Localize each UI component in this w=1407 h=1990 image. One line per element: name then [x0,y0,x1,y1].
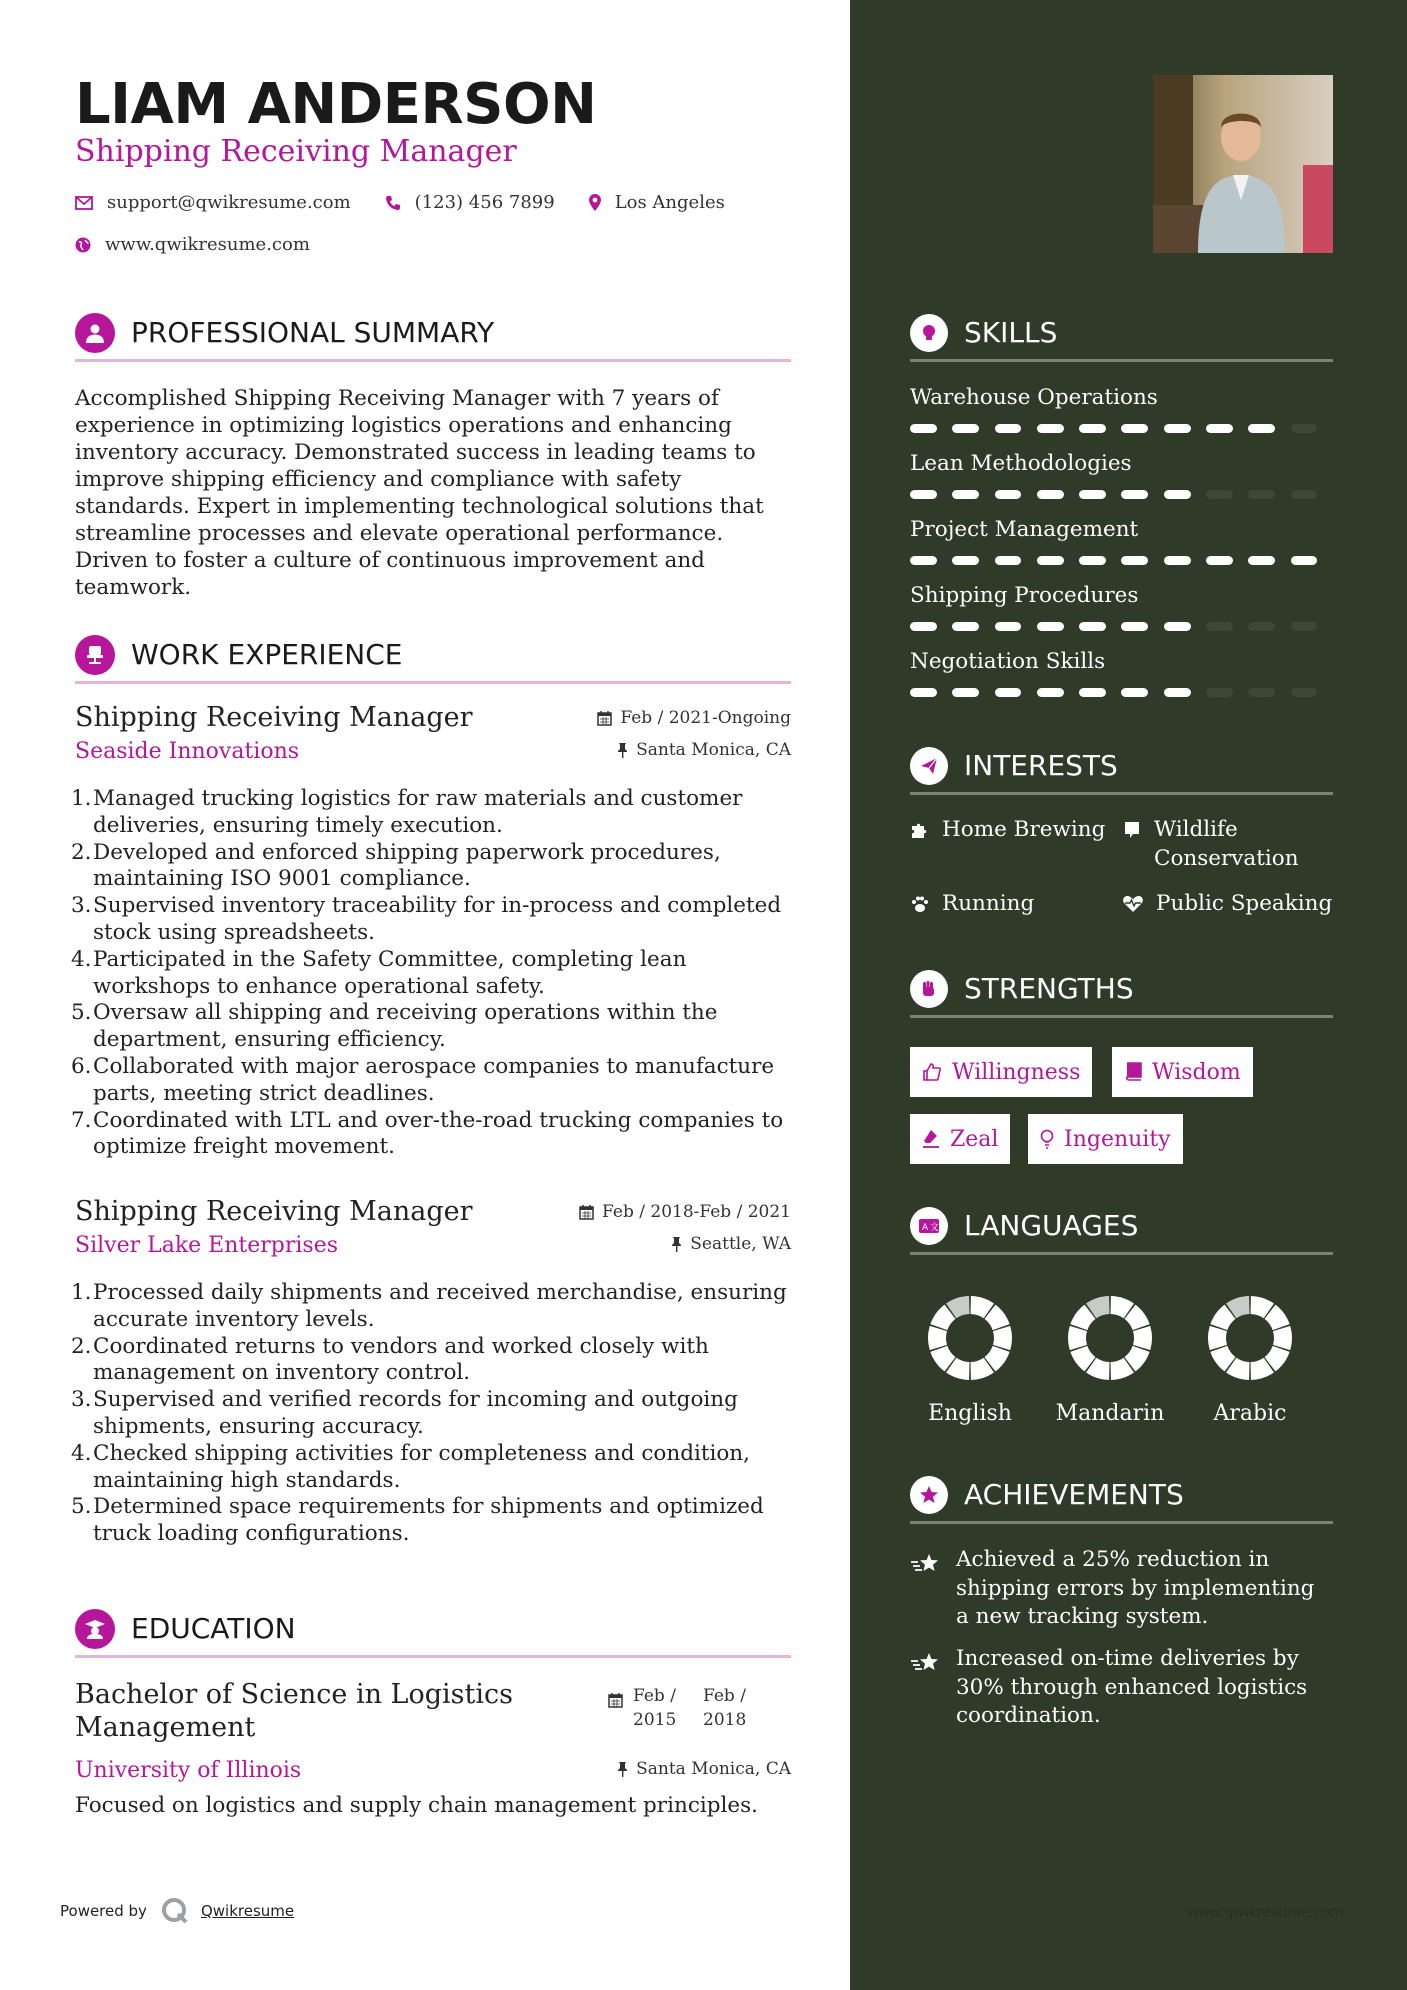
skill-level-bar [910,424,1333,433]
svg-text:文: 文 [930,1222,940,1233]
contact-row-2 [75,234,344,255]
skill-level-bar [910,688,1333,697]
contact-row [75,192,759,213]
heartbeat-icon [1122,894,1144,914]
skill-dash [1248,688,1275,697]
job-entry [71,702,791,1161]
language-item [910,1293,1030,1426]
skill-dash [910,490,937,499]
education-title: EDUCATION [131,1612,296,1645]
language-ring-segment [1282,1328,1283,1347]
language-ring-segment [951,1305,969,1311]
job-bullets [71,786,791,1161]
strength-label: Willingness [952,1059,1081,1085]
language-ring-segment [1079,1312,1090,1327]
email-text: support@qwikresume.com [107,192,351,213]
skill-dash [910,424,937,433]
thumbs-up-icon [922,1062,942,1082]
skill-dash [1291,490,1318,499]
calendar-icon [608,1692,623,1708]
skill-dash [1079,622,1106,631]
skills-title: SKILLS [964,316,1058,349]
job-dates-text: Feb / 2018-Feb / 2021 [602,1202,791,1222]
language-ring-segment [1219,1312,1230,1327]
bullet-text: Supervised and verified records for incoming and outgoing shipments, ensuring accuracy. [93,1387,738,1439]
bullet-text: Participated in the Safety Committee, completing lean workshops to enhance operational safety. [93,946,687,999]
skill-dash [1248,490,1275,499]
language-ring-segment [1077,1328,1078,1347]
phone-text: (123) 456 7899 [414,192,555,213]
skill-dash [1164,556,1191,565]
bullet-text: Oversaw all shipping and receiving operations within the department, ensuring efficiency. [93,1000,718,1053]
interest-label: Wildlife Conservation [1154,817,1299,871]
list-item: 1. Processed daily shipments and received merchandise, ensuring accurate inventory levels. [71,1280,787,1332]
work-heading [75,634,791,684]
achievements-title: ACHIEVEMENTS [964,1478,1184,1511]
list-item: 7. Coordinated with LTL and over-the-road trucking companies to optimize freight movement. [71,1107,784,1160]
pushpin-icon [617,1761,628,1777]
map-pin-icon [589,194,601,211]
skill-dash [1079,556,1106,565]
monument-icon [1122,820,1142,840]
graduate-icon [75,1609,115,1649]
language-ring-segment [1130,1312,1141,1327]
list-item: 6. Collaborated with major aerospace companies to manufacture parts, meeting strict deadlines. [71,1053,775,1106]
bullet-text: Supervised inventory traceability for in-process and completed stock using spreadsheets. [93,893,782,945]
company-name: Seaside Innovations [75,739,300,764]
skill-dash [1291,622,1318,631]
contact-phone[interactable] [385,192,555,213]
interest-item [910,815,1110,844]
eraser-icon [922,1129,940,1149]
book-icon [1124,1062,1142,1082]
skill-dash [995,490,1022,499]
job-bullets [71,1280,791,1548]
skill-label: Negotiation Skills [910,649,1106,674]
skill-item [910,649,1333,697]
education-description: Focused on logistics and supply chain management principles. [75,1793,758,1818]
education-dates [608,1684,763,1732]
interests-title: INTERESTS [964,749,1118,782]
language-ring-segment [990,1349,1001,1364]
globe-icon [75,237,91,253]
skill-dash [910,622,937,631]
list-item: 2. Coordinated returns to vendors and worked closely with management on inventory control. [71,1333,709,1386]
skill-level-bar [910,556,1333,565]
skill-item [910,451,1333,499]
language-ring-segment [1251,1365,1269,1371]
language-ring-segment [1002,1328,1003,1347]
bullet-text: Coordinated with LTL and over-the-road trucking companies to optimize freight movement. [93,1107,784,1160]
phone-icon [385,195,401,211]
language-name: English [928,1401,1012,1426]
language-item [1050,1293,1170,1426]
skill-dash [1164,622,1191,631]
skill-item [910,583,1333,631]
job-location-text: Seattle, WA [690,1234,791,1254]
job-location-text: Santa Monica, CA [636,740,791,760]
envelope-icon [75,196,93,210]
language-name: Mandarin [1055,1401,1165,1426]
degree-title: Bachelor of Science in Logistics Management [75,1679,513,1743]
language-ring-segment [1091,1365,1109,1371]
language-ring-segment [1251,1305,1269,1311]
language-ring-segment [1231,1365,1249,1371]
list-item: 3. Supervised and verified records for incoming and outgoing shipments, ensuring accuracy. [71,1387,738,1439]
list-item: 4. Participated in the Safety Committee, completing lean workshops to enhance operational safety. [71,946,687,999]
fist-icon [910,970,948,1008]
star-icon [910,1476,948,1514]
list-item: 5. Oversaw all shipping and receiving operations within the department, ensuring efficiency. [71,1000,718,1053]
skill-dash [1164,490,1191,499]
skill-label: Lean Methodologies [910,451,1132,476]
language-level-ring [1065,1293,1155,1383]
list-item: 2. Developed and enforced shipping paperwork procedures, maintaining ISO 9001 compliance. [71,839,721,892]
skill-dash [995,622,1022,631]
skill-dash [1248,622,1275,631]
skill-dash [1291,424,1318,433]
watermark: www.qwikresume.com [1187,1905,1344,1921]
strengths-heading [910,968,1333,1018]
summary-heading [75,312,791,362]
list-item: 4. Checked shipping activities for completeness and condition, maintaining high standards. [71,1440,750,1493]
strength-label: Wisdom [1152,1059,1241,1085]
skill-dash [1037,622,1064,631]
summary-text: Accomplished Shipping Receiving Manager with 7 years of experience in optimizing logistics operations and enhancing inventory accuracy. Demonstrated success in leading teams to improve shipping efficiency and compliance with safety standards. Expert in implementing technological solutions that streamline processes and elevate operational performance. Driven to foster a culture of continuous improvement and teamwork. [75,386,764,600]
language-ring-segment [971,1365,989,1371]
strength-badge [1112,1047,1253,1097]
paw-icon [910,894,930,914]
office-chair-icon [75,635,115,675]
job-entry [71,1196,791,1548]
brand-link[interactable]: Qwikresume [200,1902,295,1920]
bullet-text: Developed and enforced shipping paperwork procedures, maintaining ISO 9001 compliance. [93,839,721,892]
contact-location [589,192,725,213]
language-ring-segment [939,1312,950,1327]
skill-dash [1164,688,1191,697]
bullet-text: Managed trucking logistics for raw materials and customer deliveries, ensuring timely execution. [93,786,743,838]
candidate-name: LIAM ANDERSON [75,72,597,137]
language-ring-segment [1091,1305,1109,1311]
interest-label: Running [942,891,1035,916]
interests-heading [910,745,1333,795]
skill-dash [1079,490,1106,499]
language-ring-segment [1219,1349,1230,1364]
list-item: 3. Supervised inventory traceability for in-process and completed stock using spreadsheets. [71,893,782,945]
summary-title: PROFESSIONAL SUMMARY [131,316,495,349]
language-level-ring [925,1293,1015,1383]
job-dates-text: Feb / 2021-Ongoing [620,708,791,728]
pushpin-icon [671,1236,682,1252]
powered-by [60,1897,294,1925]
education-start: Feb / 2015 [633,1686,677,1730]
language-ring-segment [1270,1349,1281,1364]
skill-item [910,517,1333,565]
bullet-text: Collaborated with major aerospace companies to manufacture parts, meeting strict deadlines. [93,1053,775,1106]
interest-item [1122,889,1342,918]
language-ring-segment [939,1349,950,1364]
skill-dash [1037,424,1064,433]
skill-dash [1248,424,1275,433]
language-ring-segment [971,1305,989,1311]
skill-dash [1121,556,1148,565]
skill-dash [1037,556,1064,565]
interest-label: Home Brewing [942,817,1106,842]
skill-dash [1121,490,1148,499]
skill-label: Shipping Procedures [910,583,1139,608]
company-name: Silver Lake Enterprises [75,1233,339,1258]
job-location [617,740,791,760]
skill-label: Project Management [910,517,1139,542]
skill-dash [1206,688,1233,697]
skill-item [910,385,1333,433]
skill-dash [1206,622,1233,631]
skill-dash [1248,556,1275,565]
calendar-icon [597,710,612,726]
lightbulb-icon [910,314,948,352]
skill-dash [995,688,1022,697]
job-location [671,1234,791,1254]
language-ring-segment [951,1365,969,1371]
skill-dash [952,424,979,433]
strength-label: Zeal [950,1126,999,1152]
contact-website[interactable] [75,234,310,255]
job-title: Shipping Receiving Manager [75,1196,473,1227]
job-title: Shipping Receiving Manager [75,702,473,733]
bullet-text: Checked shipping activities for completeness and condition, maintaining high standards. [93,1440,750,1493]
bullet-text: Determined space requirements for shipments and optimized truck loading configurations. [93,1494,764,1547]
education-heading [75,1608,791,1658]
achievement-text: Achieved a 25% reduction in shipping errors by implementing a new tracking system. [956,1547,1315,1629]
school-location [617,1759,791,1779]
strengths-title: STRENGTHS [964,972,1134,1005]
skills-heading [910,312,1333,362]
strength-label: Ingenuity [1064,1126,1171,1152]
language-icon [910,1207,948,1245]
skill-label: Warehouse Operations [910,385,1158,410]
website-text: www.qwikresume.com [105,234,310,255]
skill-dash [952,556,979,565]
skill-dash [952,622,979,631]
skill-dash [1079,688,1106,697]
skill-dash [1121,622,1148,631]
user-icon [75,313,115,353]
languages-title: LANGUAGES [964,1209,1139,1242]
skill-dash [1206,556,1233,565]
list-item: 1. Managed trucking logistics for raw materials and customer deliveries, ensuring timely execution. [71,786,743,838]
strength-badge [910,1114,1010,1164]
skill-dash [910,688,937,697]
skill-dash [1291,556,1318,565]
skill-dash [1206,424,1233,433]
location-text: Los Angeles [614,192,725,213]
work-title: WORK EXPERIENCE [131,638,403,671]
skill-dash [995,424,1022,433]
languages-heading [910,1205,1333,1255]
language-ring-segment [1130,1349,1141,1364]
candidate-title: Shipping Receiving Manager [75,134,517,169]
interest-item [910,889,1110,918]
language-ring-segment [1217,1328,1218,1347]
skill-dash [1079,424,1106,433]
svg-text:A: A [922,1222,929,1233]
school-location-text: Santa Monica, CA [636,1759,791,1779]
achievements-heading [910,1474,1333,1524]
skill-dash [1291,688,1318,697]
skill-dash [1206,490,1233,499]
strength-badge [1028,1114,1183,1164]
strength-badge [910,1047,1092,1097]
bullet-text: Coordinated returns to vendors and worked closely with management on inventory control. [93,1333,709,1386]
puzzle-icon [910,820,930,840]
skill-dash [1121,424,1148,433]
qwikresume-logo-icon [161,1897,189,1925]
language-ring-segment [1231,1305,1249,1311]
language-level-ring [1205,1293,1295,1383]
skill-dash [1037,490,1064,499]
language-ring-segment [1270,1312,1281,1327]
list-item: 5. Determined space requirements for shipments and optimized truck loading configurations. [71,1494,764,1547]
skill-dash [1121,688,1148,697]
achievement-text: Increased on-time deliveries by 30% through enhanced logistics coordination. [956,1646,1308,1728]
education-entry [75,1678,791,1818]
language-ring-segment [1111,1365,1129,1371]
skill-level-bar [910,622,1333,631]
achievement-item [910,1546,1333,1632]
language-ring-segment [937,1328,938,1347]
profile-photo [1153,75,1333,253]
shooting-star-icon [910,1552,942,1576]
shooting-star-icon [910,1651,942,1675]
language-ring-segment [990,1312,1001,1327]
education-end: Feb / 2018 [703,1686,747,1730]
language-name: Arabic [1213,1401,1287,1426]
language-ring-segment [1079,1349,1090,1364]
interest-label: Public Speaking [1156,891,1333,916]
school-name: University of Illinois [75,1758,302,1783]
lightbulb-icon [1040,1129,1054,1149]
skill-dash [952,490,979,499]
sidebar [850,0,1407,1990]
paper-plane-icon [910,747,948,785]
calendar-icon [579,1204,594,1220]
language-ring-segment [1111,1305,1129,1311]
achievement-item [910,1645,1333,1731]
powered-by-label: Powered by [60,1902,147,1920]
skill-dash [1164,424,1191,433]
interest-item [1122,815,1322,873]
pushpin-icon [617,742,628,758]
skill-dash [995,556,1022,565]
skill-dash [952,688,979,697]
skill-level-bar [910,490,1333,499]
job-dates [579,1202,791,1222]
skill-dash [1037,688,1064,697]
bullet-text: Processed daily shipments and received merchandise, ensuring accurate inventory levels. [93,1280,787,1332]
job-dates [597,708,791,728]
skill-dash [910,556,937,565]
contact-email[interactable] [75,192,351,213]
language-item [1190,1293,1310,1426]
language-ring-segment [1142,1328,1143,1347]
